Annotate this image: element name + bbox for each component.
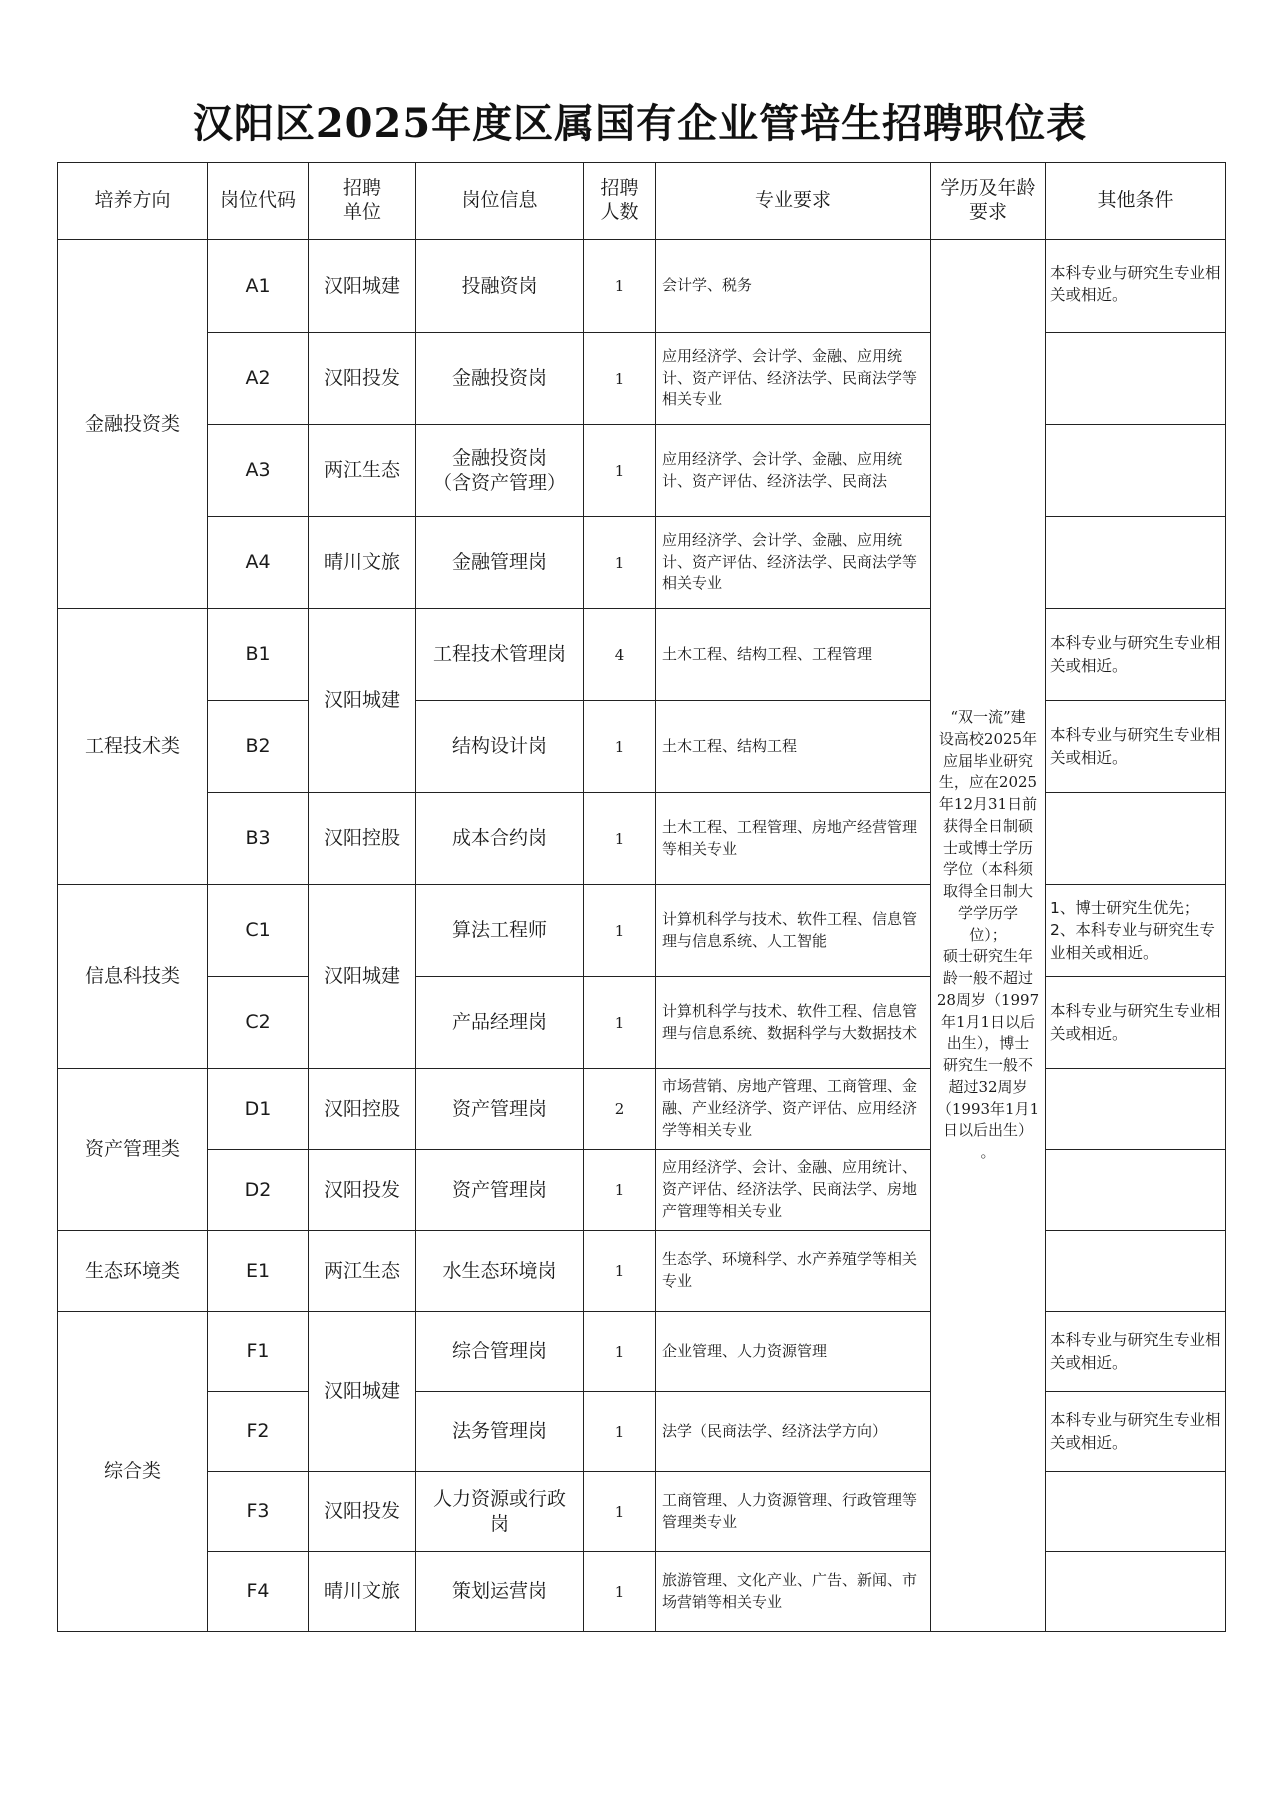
cell-position: 资产管理岗 bbox=[416, 1069, 584, 1150]
table-row bbox=[58, 425, 1226, 517]
header-unit: 招聘 单位 bbox=[309, 163, 416, 240]
cell-code: B1 bbox=[208, 609, 309, 701]
cell-code: A4 bbox=[208, 517, 309, 609]
table-row bbox=[58, 793, 1226, 885]
cell-position: 水生态环境岗 bbox=[416, 1231, 584, 1312]
cell-other bbox=[1046, 1472, 1226, 1552]
cell-count: 4 bbox=[584, 609, 656, 701]
cell-count: 1 bbox=[584, 425, 656, 517]
cell-position: 法务管理岗 bbox=[416, 1392, 584, 1472]
education-requirement: “双一流”建 设高校2025年 应届毕业研究 生，应在2025 年12月31日前 获得全日制硕 士或博士学历 学位（本科须 取得全日制大 学学历学 位）； 硕士研究生年 龄一般不超过 28周岁（1997 年1月1日以后 出生），博士 研究生一般不 超过32周岁 （1993年1月1 日以后出生） 。 bbox=[931, 240, 1046, 1632]
group-finance: 金融投资类 bbox=[58, 240, 208, 609]
group-engineering: 工程技术类 bbox=[58, 609, 208, 885]
cell-unit: 汉阳投发 bbox=[309, 1472, 416, 1552]
group-general: 综合类 bbox=[58, 1312, 208, 1632]
cell-code: E1 bbox=[208, 1231, 309, 1312]
table-row bbox=[58, 1231, 1226, 1312]
cell-code: F3 bbox=[208, 1472, 309, 1552]
cell-count: 1 bbox=[584, 793, 656, 885]
cell-code: A1 bbox=[208, 240, 309, 333]
cell-other bbox=[1046, 517, 1226, 609]
table-row bbox=[58, 701, 1226, 793]
table-row bbox=[58, 1472, 1226, 1552]
cell-major: 应用经济学、会计学、金融、应用统计、资产评估、经济法学、民商法学等相关专业 bbox=[656, 517, 931, 609]
cell-count: 1 bbox=[584, 1312, 656, 1392]
cell-major: 土木工程、结构工程 bbox=[656, 701, 931, 793]
header-other: 其他条件 bbox=[1046, 163, 1226, 240]
cell-position: 综合管理岗 bbox=[416, 1312, 584, 1392]
cell-other: 1、博士研究生优先； 2、本科专业与研究生专业相关或相近。 bbox=[1046, 885, 1226, 977]
header-education: 学历及年龄 要求 bbox=[931, 163, 1046, 240]
cell-unit: 晴川文旅 bbox=[309, 1552, 416, 1632]
cell-other: 本科专业与研究生专业相关或相近。 bbox=[1046, 1312, 1226, 1392]
cell-code: D1 bbox=[208, 1069, 309, 1150]
cell-major: 工商管理、人力资源管理、行政管理等管理类专业 bbox=[656, 1472, 931, 1552]
cell-major: 企业管理、人力资源管理 bbox=[656, 1312, 931, 1392]
cell-major: 应用经济学、会计学、金融、应用统计、资产评估、经济法学、民商法学等相关专业 bbox=[656, 333, 931, 425]
cell-unit: 汉阳城建 bbox=[309, 240, 416, 333]
cell-position: 结构设计岗 bbox=[416, 701, 584, 793]
cell-other: 本科专业与研究生专业相关或相近。 bbox=[1046, 609, 1226, 701]
table-row bbox=[58, 1069, 1226, 1150]
table-row bbox=[58, 240, 1226, 333]
cell-code: A3 bbox=[208, 425, 309, 517]
cell-position: 资产管理岗 bbox=[416, 1150, 584, 1231]
cell-unit: 汉阳投发 bbox=[309, 333, 416, 425]
table-row bbox=[58, 1150, 1226, 1231]
cell-count: 1 bbox=[584, 333, 656, 425]
cell-count: 1 bbox=[584, 1150, 656, 1231]
cell-major: 法学（民商法学、经济法学方向） bbox=[656, 1392, 931, 1472]
table-header-row bbox=[58, 163, 1226, 240]
cell-major: 土木工程、结构工程、工程管理 bbox=[656, 609, 931, 701]
group-it: 信息科技类 bbox=[58, 885, 208, 1069]
cell-position: 工程技术管理岗 bbox=[416, 609, 584, 701]
cell-major: 市场营销、房地产管理、工商管理、金融、产业经济学、资产评估、应用经济学等相关专业 bbox=[656, 1069, 931, 1150]
cell-code: A2 bbox=[208, 333, 309, 425]
cell-unit: 汉阳投发 bbox=[309, 1150, 416, 1231]
cell-major: 旅游管理、文化产业、广告、新闻、市场营销等相关专业 bbox=[656, 1552, 931, 1632]
page-title: 汉阳区2025年度区属国有企业管培生招聘职位表 bbox=[192, 100, 1088, 147]
cell-position: 成本合约岗 bbox=[416, 793, 584, 885]
table-row bbox=[58, 977, 1226, 1069]
cell-unit: 汉阳控股 bbox=[309, 793, 416, 885]
cell-code: F2 bbox=[208, 1392, 309, 1472]
cell-count: 2 bbox=[584, 1069, 656, 1150]
cell-code: C2 bbox=[208, 977, 309, 1069]
cell-count: 1 bbox=[584, 977, 656, 1069]
cell-count: 1 bbox=[584, 1231, 656, 1312]
cell-unit: 晴川文旅 bbox=[309, 517, 416, 609]
table-row bbox=[58, 1392, 1226, 1472]
cell-unit: 汉阳城建 bbox=[309, 609, 416, 793]
cell-other: 本科专业与研究生专业相关或相近。 bbox=[1046, 977, 1226, 1069]
cell-position: 投融资岗 bbox=[416, 240, 584, 333]
cell-count: 1 bbox=[584, 1552, 656, 1632]
cell-unit: 汉阳城建 bbox=[309, 885, 416, 1069]
table-row bbox=[58, 333, 1226, 425]
cell-unit: 汉阳城建 bbox=[309, 1312, 416, 1472]
cell-major: 应用经济学、会计学、金融、应用统计、资产评估、经济法学、民商法 bbox=[656, 425, 931, 517]
cell-other: 本科专业与研究生专业相关或相近。 bbox=[1046, 701, 1226, 793]
cell-count: 1 bbox=[584, 885, 656, 977]
cell-count: 1 bbox=[584, 240, 656, 333]
cell-other bbox=[1046, 1231, 1226, 1312]
cell-code: B3 bbox=[208, 793, 309, 885]
cell-position: 算法工程师 bbox=[416, 885, 584, 977]
cell-code: B2 bbox=[208, 701, 309, 793]
cell-code: D2 bbox=[208, 1150, 309, 1231]
cell-major: 应用经济学、会计、金融、应用统计、资产评估、经济法学、民商法学、房地产管理等相关专业 bbox=[656, 1150, 931, 1231]
table-row bbox=[58, 1552, 1226, 1632]
cell-position: 金融投资岗 bbox=[416, 333, 584, 425]
cell-other bbox=[1046, 1552, 1226, 1632]
cell-other bbox=[1046, 1069, 1226, 1150]
header-direction: 培养方向 bbox=[58, 163, 208, 240]
cell-other bbox=[1046, 793, 1226, 885]
header-count: 招聘 人数 bbox=[584, 163, 656, 240]
cell-major: 计算机科学与技术、软件工程、信息管理与信息系统、人工智能 bbox=[656, 885, 931, 977]
cell-count: 1 bbox=[584, 1392, 656, 1472]
cell-code: F4 bbox=[208, 1552, 309, 1632]
cell-major: 会计学、税务 bbox=[656, 240, 931, 333]
group-eco: 生态环境类 bbox=[58, 1231, 208, 1312]
cell-position: 金融管理岗 bbox=[416, 517, 584, 609]
cell-unit: 两江生态 bbox=[309, 425, 416, 517]
table-row bbox=[58, 885, 1226, 977]
cell-code: C1 bbox=[208, 885, 309, 977]
cell-unit: 两江生态 bbox=[309, 1231, 416, 1312]
cell-count: 1 bbox=[584, 701, 656, 793]
cell-code: F1 bbox=[208, 1312, 309, 1392]
cell-position: 策划运营岗 bbox=[416, 1552, 584, 1632]
cell-major: 土木工程、工程管理、房地产经营管理等相关专业 bbox=[656, 793, 931, 885]
cell-other bbox=[1046, 425, 1226, 517]
cell-major: 生态学、环境科学、水产养殖学等相关专业 bbox=[656, 1231, 931, 1312]
cell-other bbox=[1046, 333, 1226, 425]
header-major: 专业要求 bbox=[656, 163, 931, 240]
cell-other: 本科专业与研究生专业相关或相近。 bbox=[1046, 240, 1226, 333]
cell-other bbox=[1046, 1150, 1226, 1231]
cell-count: 1 bbox=[584, 1472, 656, 1552]
header-position: 岗位信息 bbox=[416, 163, 584, 240]
cell-position: 人力资源或行政 岗 bbox=[416, 1472, 584, 1552]
cell-count: 1 bbox=[584, 517, 656, 609]
group-asset: 资产管理类 bbox=[58, 1069, 208, 1231]
cell-position: 金融投资岗 （含资产管理） bbox=[416, 425, 584, 517]
cell-major: 计算机科学与技术、软件工程、信息管理与信息系统、数据科学与大数据技术 bbox=[656, 977, 931, 1069]
recruitment-table bbox=[57, 162, 1226, 1632]
cell-other: 本科专业与研究生专业相关或相近。 bbox=[1046, 1392, 1226, 1472]
cell-position: 产品经理岗 bbox=[416, 977, 584, 1069]
table-row bbox=[58, 517, 1226, 609]
cell-unit: 汉阳控股 bbox=[309, 1069, 416, 1150]
header-code: 岗位代码 bbox=[208, 163, 309, 240]
table-row bbox=[58, 609, 1226, 701]
table-row bbox=[58, 1312, 1226, 1392]
